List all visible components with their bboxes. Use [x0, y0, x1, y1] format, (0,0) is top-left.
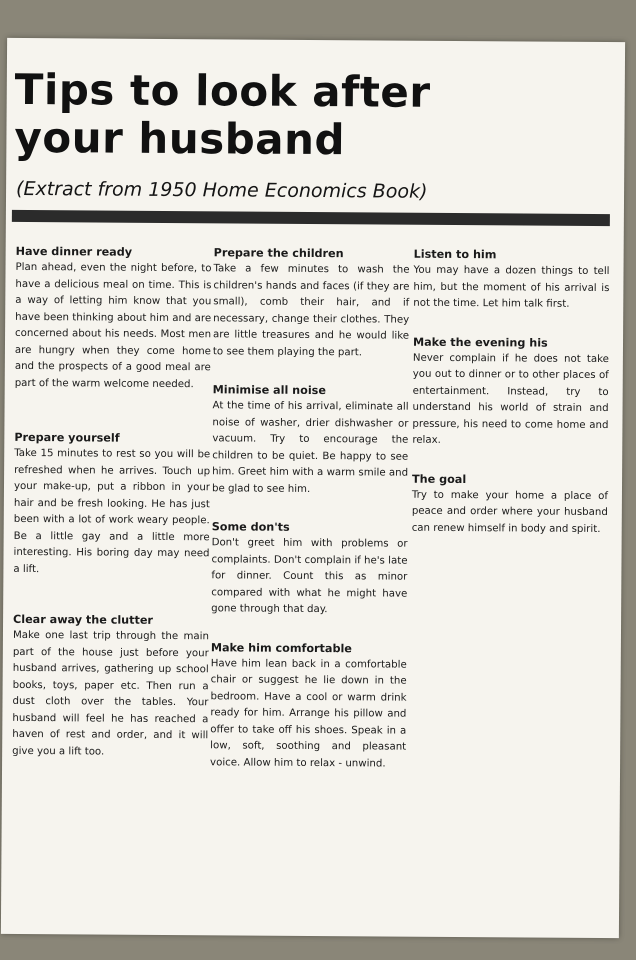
section-heading: Make him comfortable	[210, 640, 352, 655]
section-heading: Some don'ts	[211, 520, 290, 534]
section-heading: The goal	[412, 472, 467, 486]
section-heading: Prepare the children	[213, 246, 344, 261]
section-listen-to-him	[413, 247, 609, 314]
section-body: You may have a dozen things to tell him, but the moment of his arrival is not the time. Let him talk first.	[413, 264, 610, 310]
section-make-the-evening-his	[412, 334, 609, 450]
section-body: Have him lean back in a comfortable chair or suggest he lie down in the bedroom. Have a cool or warm drink ready for him. Arrange his pillow and offer to take off his shoes. Speak in a low, soft, soothing and pleasant voice. Allow him to relax - unwind.	[210, 657, 407, 770]
section-prepare-yourself	[13, 430, 210, 579]
section-body: Never complain if he does not take you out to dinner or to other places of entertainment. Instead, try to understand his world of strain and pressure, his need to come home and relax.	[412, 352, 609, 446]
title-line-1: Tips to look after	[14, 64, 431, 117]
section-the-goal	[412, 471, 608, 538]
section-some-donts	[211, 519, 408, 619]
divider-bar	[12, 210, 610, 226]
section-clear-away-the-clutter	[12, 612, 209, 761]
section-have-dinner-ready	[15, 244, 212, 393]
page-title	[14, 66, 431, 165]
column-3	[412, 247, 610, 560]
section-body: Don't greet him with problems or complaints. Don't complain if he's late for dinner. Count this as minor compared with what he might have gone through that day.	[211, 537, 408, 616]
section-minimise-all-noise	[212, 382, 409, 498]
section-body: At the time of his arrival, eliminate all noise of washer, drier dishwasher or vacuum. Try to encourage the children to be quiet. Be happy to see him. Greet him with a warm smile and be glad to see him.	[211, 400, 409, 495]
section-heading: Clear away the clutter	[13, 612, 154, 627]
title-line-2: your husband	[14, 112, 346, 165]
column-2	[210, 245, 410, 794]
section-prepare-the-children	[213, 245, 410, 361]
section-body: Make one last trip through the main part of the house just before your husband arrives, gathering up school books, toys, paper etc. Then run a dust cloth over the tables. Your husband will feel he has reached a haven of rest and order, and it will give you a lift too.	[12, 629, 209, 758]
section-heading: Prepare yourself	[14, 430, 120, 445]
section-make-him-comfortable	[210, 640, 407, 773]
section-body: Take a few minutes to wash the children's hands and faces (if they are small), comb their hair, and if necessary, change their clothes. They are little treasures and he would like to see them playing the part.	[212, 263, 410, 358]
subtitle: (Extract from 1950 Home Economics Book)	[16, 177, 428, 203]
section-body: Try to make your home a place of peace and order where your husband can renew himself in body and spirit.	[411, 489, 608, 535]
column-1	[12, 244, 212, 783]
section-heading: Make the evening his	[412, 335, 548, 350]
section-heading: Minimise all noise	[212, 383, 326, 398]
section-heading: Listen to him	[413, 247, 497, 262]
poster	[1, 38, 625, 938]
section-body: Plan ahead, even the night before, to have a delicious meal on time. This is a way of letting him know that you have been thinking about him and are concerned about his needs. Most men are hungry when they come home and the prospects of a good meal are part of the warm welcome needed.	[14, 261, 212, 390]
section-body: Take 15 minutes to rest so you will be refreshed when he arrives. Touch up your make-up, put a ribbon in your hair and be fresh looking. He has just been with a lot of work weary people. Be a little gay and a little more interesting. His boring day may need a lift.	[13, 447, 211, 575]
section-heading: Have dinner ready	[15, 244, 133, 259]
